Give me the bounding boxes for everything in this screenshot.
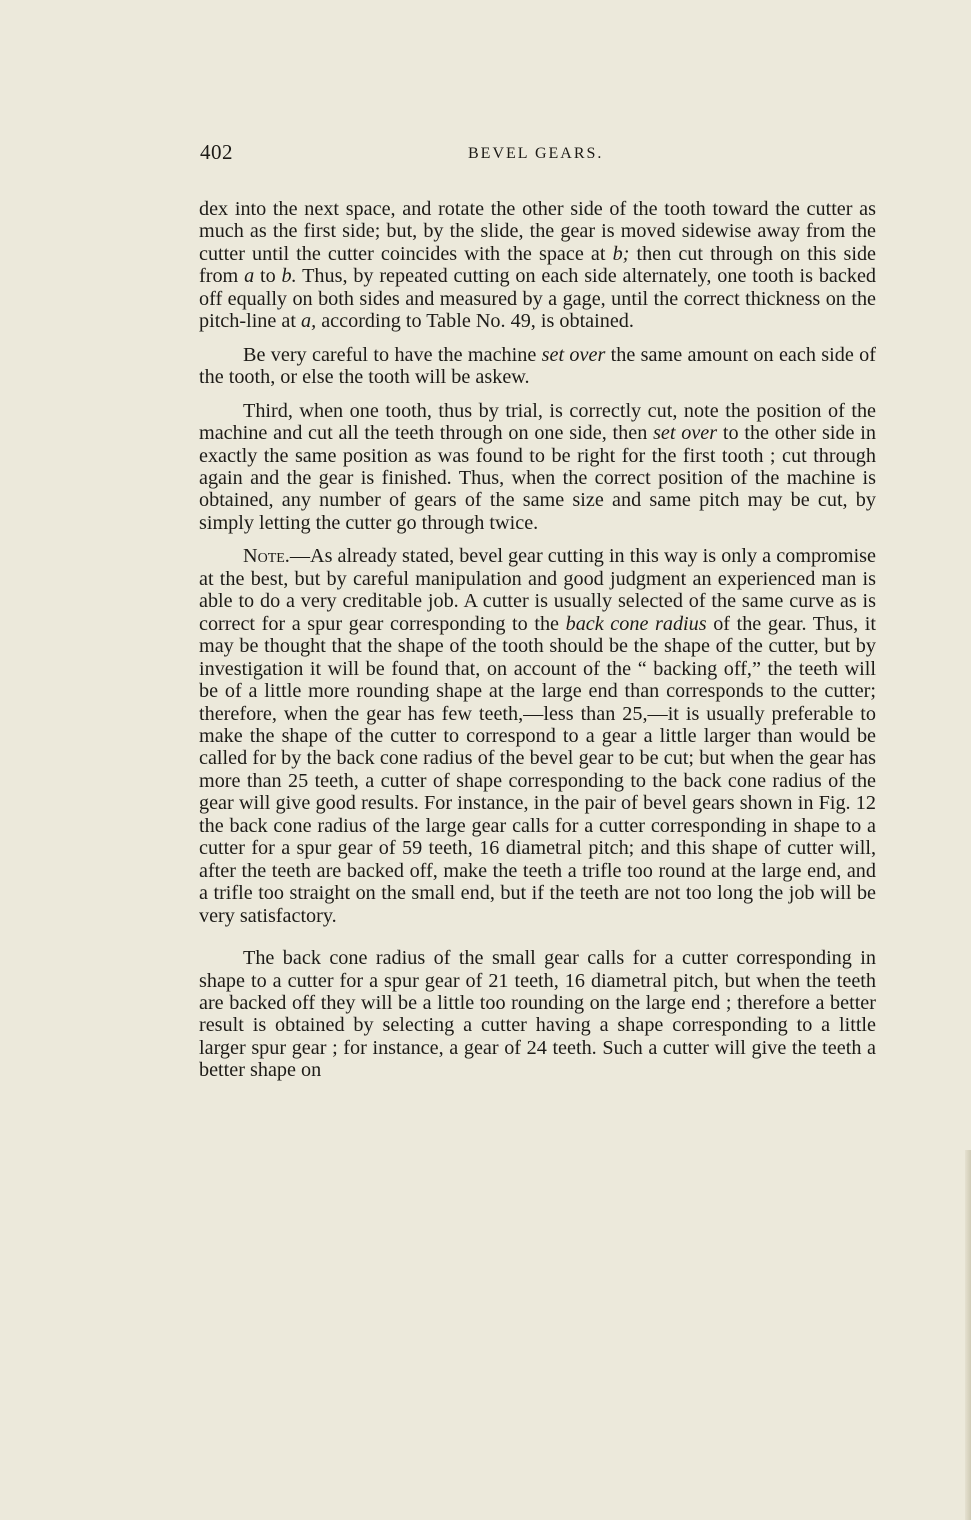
- page-edge-shadow: [965, 1150, 971, 1520]
- paragraph-third-step: Third, when one tooth, thus by trial, is correctly cut, note the position of the machine and cut all the teeth through on one side, then set over to the other side in exactly the same position as was found to be right for the first tooth ; cut through again and the gear is finished. Thus, when the correct position of the machine is obtained, any number of gears of the same size and same pitch may be cut, by simply letting the cutter go through twice.: [199, 399, 876, 534]
- paragraph-note: Note.—As already stated, bevel gear cutting in this way is only a compromise at the best, but by careful manipulation and good judgment an experienced man is able to do a very creditable job. A cutter is usually selected of the same curve as is correct for a spur gear corresponding to the back cone radius of the gear. Thus, it may be thought that the shape of the tooth should be the shape of the cutter, but by investigation it will be found that, on account of the “ backing off,” the teeth will be of a little more rounding shape at the large end than corresponds to the cutter; therefore, when the gear has few teeth,—less than 25,—it is usually preferable to make the shape of the cutter to correspond to a gear a little larger than would be called for by the back cone radius of the bevel gear to be cut; but when the gear has more than 25 teeth, a cutter of shape corresponding to the back cone radius of the gear will give good results. For instance, in the pair of bevel gears shown in Fig. 12 the back cone radius of the large gear calls for a cutter corresponding in shape to a cutter for a spur gear of 59 teeth, 16 diametral pitch; and this shape of cutter will, after the teeth are backed off, make the teeth a trifle too round at the large end, and a trifle too straight on the small end, but if the teeth are not too long the job will be very satisfactory.: [199, 545, 876, 927]
- note-label: Note.: [243, 545, 290, 568]
- page-header: [200, 140, 876, 170]
- paragraph-continuation: dex into the next space, and rotate the other side of the tooth toward the cutter as much as the first side; but, by the slide, the gear is moved sidewise away from the cutter until the cutter coincides with the space at b; then cut through on this side from a to b. Thus, by repeated cutting on each side alternately, one tooth is backed off equally on both sides and measured by a gage, until the correct thickness on the pitch-line at a, according to Table No. 49, is obtained.: [199, 198, 877, 333]
- running-head: BEVEL GEARS.: [468, 145, 604, 162]
- body-text: [199, 198, 876, 1082]
- paragraph-set-over-caution: Be very careful to have the machine set over the same amount on each side of the tooth, or else the tooth will be askew.: [199, 343, 876, 389]
- page-number: 402: [200, 140, 233, 164]
- paragraph-small-gear: The back cone radius of the small gear calls for a cutter corresponding in shape to a cutter for a spur gear of 21 teeth, 16 diametral pitch, but when the teeth are backed off they will be a little too rounding on the large end ; therefore a better result is obtained by selecting a cutter having a shape corresponding to a little larger spur gear ; for instance, a gear of 24 teeth. Such a cutter will give the teeth a better shape on: [199, 947, 876, 1082]
